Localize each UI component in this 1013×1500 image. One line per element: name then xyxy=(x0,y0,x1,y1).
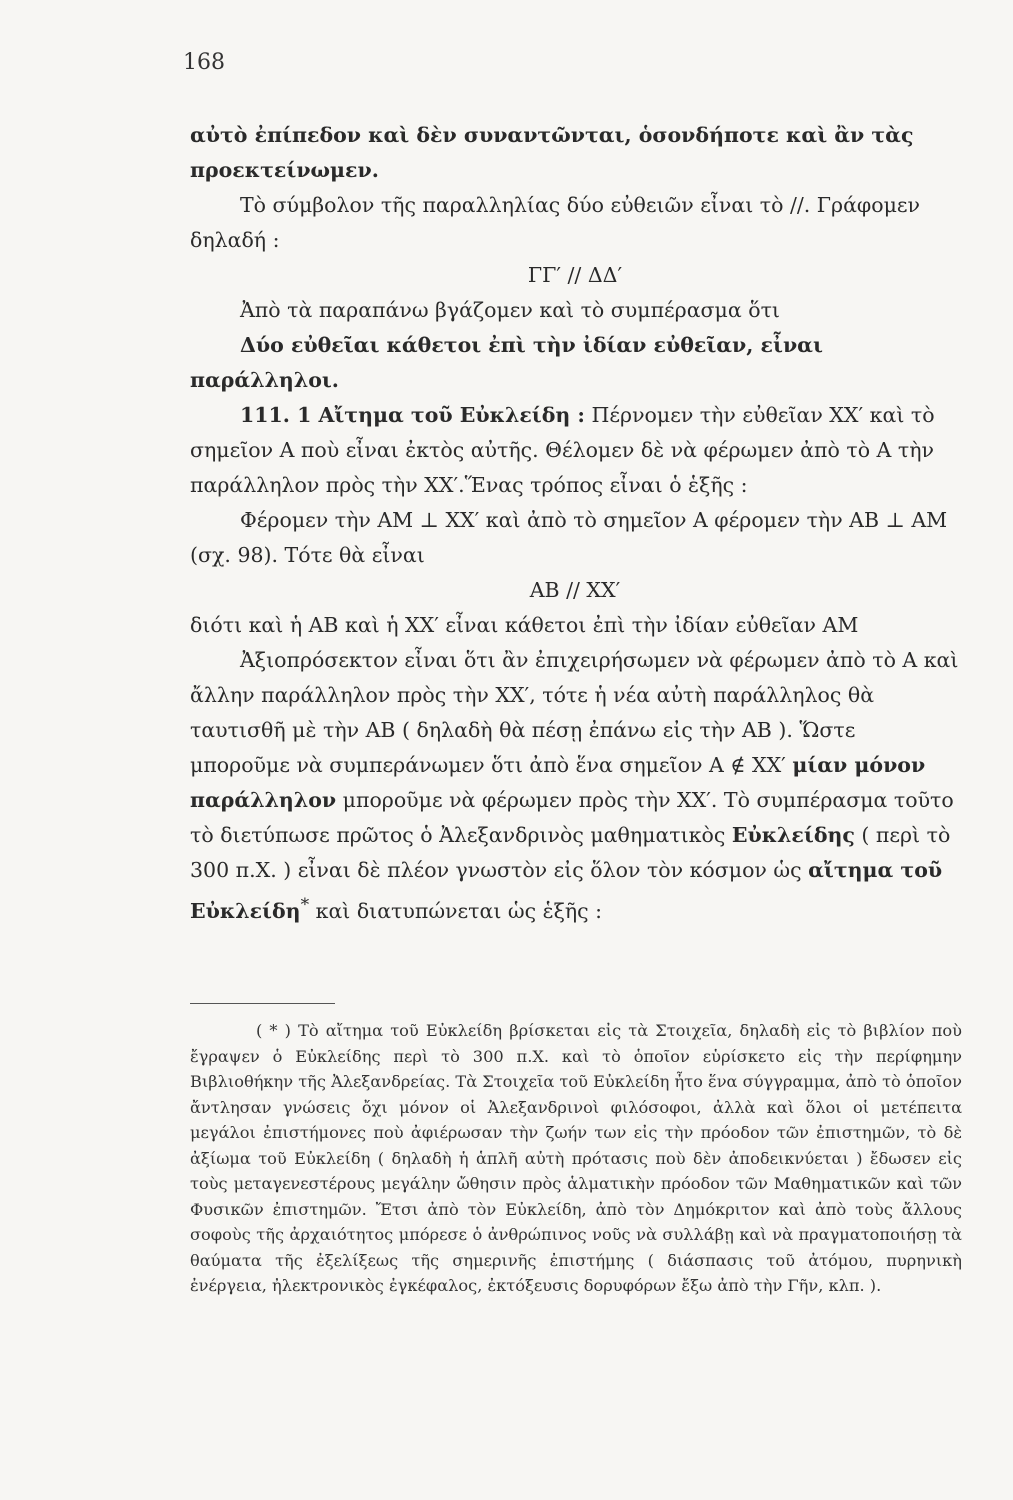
paragraph-section-111 xyxy=(190,398,960,503)
main-text xyxy=(190,118,960,929)
footnote-divider xyxy=(190,1003,335,1004)
paragraph-definition-end: αὐτὸ ἐπίπεδον καὶ δὲν συναντῶνται, ὁσονδήποτε καὶ ἂν τὰς προεκτείνωμεν. xyxy=(190,123,914,182)
euclid-text-a: Ἀξιοπρόσεκτον εἶναι ὅτι ἂν ἐπιχειρήσωμεν νὰ φέρωμεν ἀπὸ τὸ Α καὶ ἄλλην παράλληλον πρὸς τὴν ΧΧ′, τότε ἡ νέα αὐτὴ παράλληλος θὰ ταυτισθῆ μὲ τὴν ΑΒ ( δηλαδὴ θὰ πέσῃ ἐπάνω εἰς τὴν ΑΒ ). Ὥστε μποροῦμε νὰ συμπεράνωμεν ὅτι ἀπὸ ἕνα σημεῖον Α ∉ ΧΧ′ xyxy=(190,648,959,777)
euclid-bold-postulate: αἴτημα τοῦ Εὐκλείδη xyxy=(190,858,943,923)
section-heading: 111. 1 Αἴτημα τοῦ Εὐκλείδη : xyxy=(240,403,585,427)
paragraph-conclusion-intro: Ἀπὸ τὰ παραπάνω βγάζομεν καὶ τὸ συμπέρασμα ὅτι xyxy=(240,298,780,322)
paragraph-reason: διότι καὶ ἡ ΑΒ καὶ ἡ ΧΧ′ εἶναι κάθετοι ἐπὶ τὴν ἰδίαν εὐθεῖαν ΑΜ xyxy=(190,613,859,637)
footnote-marker: * xyxy=(300,895,310,915)
euclid-bold-one-parallel: μίαν μόνον παράλληλον xyxy=(190,753,926,812)
euclid-text-b: μποροῦμε νὰ φέρωμεν πρὸς τὴν ΧΧ′. Τὸ συμπέρασμα τοῦτο τὸ διετύπωσε πρῶτος ὁ Ἀλεξανδρινὸς μαθηματικὸς xyxy=(190,788,954,847)
footnote xyxy=(190,1018,962,1299)
formula-parallel-2: ΑΒ // ΧΧ′ xyxy=(529,578,621,602)
paragraph-euclid xyxy=(190,643,960,929)
paragraph-theorem: Δύο εὐθεῖαι κάθετοι ἐπὶ τὴν ἰδίαν εὐθεῖαν, εἶναι παράλληλοι. xyxy=(190,333,823,392)
section-text: Πέρνομεν τὴν εὐθεῖαν ΧΧ′ καὶ τὸ σημεῖον Α ποὺ εἶναι ἐκτὸς αὐτῆς. Θέλομεν δὲ νὰ φέρωμεν ἀπὸ τὸ Α τὴν παράλληλον πρὸς τὴν ΧΧ′.Ἕνας τρόπος εἶναι ὁ ἑξῆς : xyxy=(190,403,935,497)
euclid-text-c: ( περὶ τὸ 300 π.Χ. ) εἶναι δὲ πλέον γνωστὸν εἰς ὅλον τὸν κόσμον ὡς xyxy=(190,823,951,882)
formula-parallel-1: ΓΓ′ // ΔΔ′ xyxy=(527,263,623,287)
paragraph-parallel-symbol: Τὸ σύμβολον τῆς παραλληλίας δύο εὐθειῶν εἶναι τὸ //. Γράφομεν δηλαδή : xyxy=(190,193,921,252)
paragraph-construction: Φέρομεν τὴν ΑΜ ⊥ ΧΧ′ καὶ ἀπὸ τὸ σημεῖον Α φέρομεν τὴν ΑΒ ⊥ ΑΜ (σχ. 98). Τότε θὰ εἶναι xyxy=(190,508,948,567)
footnote-text: ( * ) Τὸ αἴτημα τοῦ Εὐκλείδη βρίσκεται εἰς τὰ Στοιχεῖα, δηλαδὴ εἰς τὸ βιβλίον ποὺ ἔγραψεν ὁ Εὐκλείδης περὶ τὸ 300 π.Χ. καὶ τὸ ὁποῖον εὑρίσκετο εἰς τὴν περίφημην Βιβλιοθήκην τῆς Ἀλεξανδρείας. Τὰ Στοιχεῖα τοῦ Εὐκλείδη ἦτο ἕνα σύγγραμμα, ἀπὸ τὸ ὁποῖον ἄντλησαν γνώσεις ὄχι μόνον οἱ Ἀλεξανδρινοὶ φιλόσοφοι, ἀλλὰ καὶ ὅλοι οἱ μετέπειτα μεγάλοι ἐπιστήμονες ποὺ ἀφιέρωσαν τὴν ζωήν των εἰς τὴν πρόοδον τῶν ἐπιστημῶν, τὸ δὲ ἀξίωμα τοῦ Εὐκλείδη ( δηλαδὴ ἡ ἁπλῆ αὐτὴ πρότασις ποὺ δὲν ἀποδεικνύεται ) ἔδωσεν εἰς τοὺς μεταγενεστέρους μεγάλην ὤθησιν πρὸς ἁλματικὴν πρόοδον τῶν Μαθηματικῶν καὶ τῶν Φυσικῶν ἐπιστημῶν. Ἔτσι ἀπὸ τὸν Εὐκλείδη, ἀπὸ τὸν Δημόκριτον καὶ ἀπὸ τοὺς ἄλλους σοφοὺς τῆς ἀρχαιότητος μπόρεσε ὁ ἀνθρώπινος νοῦς νὰ συλλάβῃ καὶ νὰ πραγματοποιήσῃ τὰ θαύματα τῆς ἐξελίξεως τῆς σημερινῆς ἐπιστήμης ( διάσπασις τοῦ ἀτόμου, πυρηνικὴ ἐνέργεια, ἠλεκτρονικὸς ἐγκέφαλος, ἐκτόξευσις δορυφόρων ἔξω ἀπὸ τὴν Γῆν, κλπ. ). xyxy=(190,1021,962,1295)
page-number: 168 xyxy=(183,50,225,75)
euclid-bold-name: Εὐκλείδης xyxy=(731,823,855,847)
euclid-text-d: καὶ διατυπώνεται ὡς ἑξῆς : xyxy=(309,898,603,923)
